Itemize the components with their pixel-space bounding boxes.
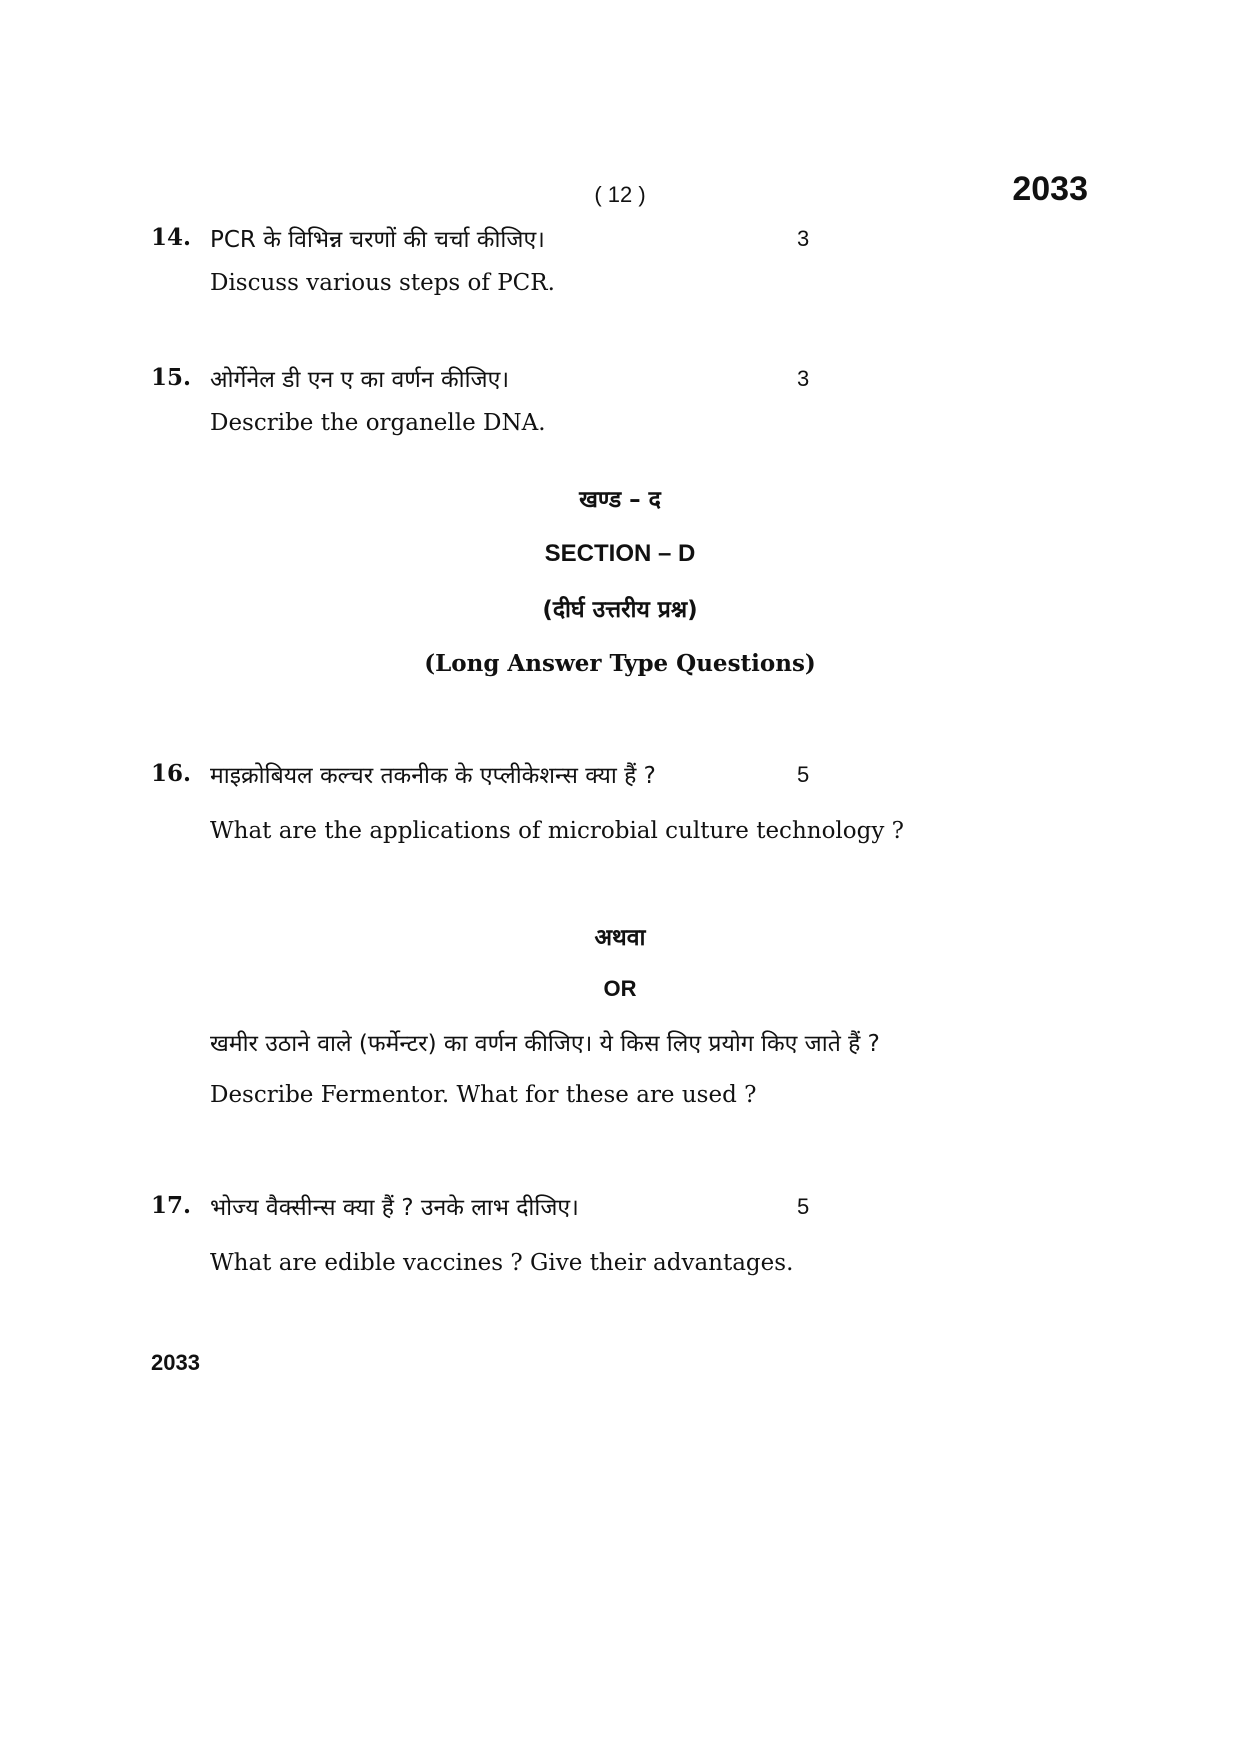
question-16-alt-english: Describe Fermentor. What for these are used ? [210,1082,757,1108]
question-14-number: 14. [151,224,192,251]
question-15-number: 15. [151,364,192,391]
question-17-number: 17. [151,1192,192,1219]
paper-code-header: 2033 [1012,170,1088,208]
or-english: OR [603,976,637,1001]
page-number: ( 12 ) [594,182,646,207]
section-title-english: SECTION – D [544,540,696,567]
question-16-marks: 5 [797,762,810,787]
section-subtitle-english: (Long Answer Type Questions) [424,650,816,677]
paper-code-footer: 2033 [151,1350,200,1375]
question-15-english: Describe the organelle DNA. [210,410,546,436]
or-hindi: अथवा [594,925,646,951]
question-15-marks: 3 [797,366,810,391]
question-16-english: What are the applications of microbial culture technology ? [210,818,904,844]
question-15-hindi: ओर्गेनेल डी एन ए का वर्णन कीजिए। [210,367,510,393]
question-14-english: Discuss various steps of PCR. [210,270,555,296]
question-16-hindi: माइक्रोबियल कल्चर तकनीक के एप्लीकेशन्स क्या हैं ? [210,763,656,789]
question-17-english: What are edible vaccines ? Give their advantages. [210,1250,794,1276]
section-title-hindi: खण्ड – द [579,487,661,513]
question-14-hindi: PCR के विभिन्न चरणों की चर्चा कीजिए। [210,227,545,253]
question-16-number: 16. [151,760,192,787]
section-subtitle-hindi: (दीर्घ उत्तरीय प्रश्न) [542,597,698,623]
question-17-marks: 5 [797,1194,810,1219]
question-17-hindi: भोज्य वैक्सीन्स क्या हैं ? उनके लाभ दीजिए। [210,1195,579,1221]
question-14-marks: 3 [797,226,810,251]
question-16-alt-hindi: खमीर उठाने वाले (फर्मेन्टर) का वर्णन कीजिए। ये किस लिए प्रयोग किए जाते हैं ? [210,1031,880,1057]
